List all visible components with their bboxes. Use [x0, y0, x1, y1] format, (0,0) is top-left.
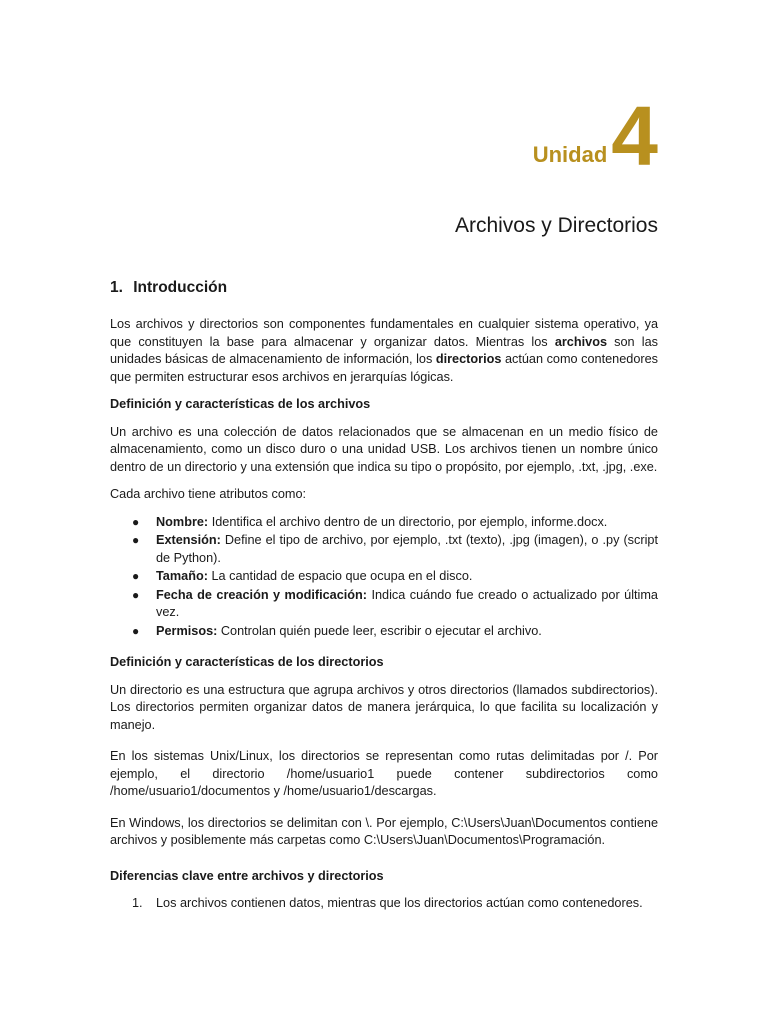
document-body: [110, 276, 658, 913]
bullet-icon: ●: [132, 587, 140, 602]
intro-bold-archivos: archivos: [554, 334, 607, 349]
unit-number: 4: [611, 89, 658, 183]
dirs-definition: Un directorio es una estructura que agrupa archivos y otros directorios (llamados subdirectorios). Los directorios permiten organizar datos de manera jerárquica, lo que facilita su localización y manejo.: [110, 682, 658, 732]
differences-list: [110, 895, 658, 913]
attribute-label: Extensión:: [156, 533, 221, 547]
section-number: 1.: [110, 279, 123, 296]
diffs-subheading: Diferencias clave entre archivos y directorios: [110, 868, 384, 883]
list-item: [132, 532, 658, 567]
list-item: [132, 587, 658, 622]
bullet-icon: ●: [132, 533, 140, 547]
intro-text-1: Los archivos y directorios son componentes fundamentales en cualquier sistema operativo, ya que constituyen la base para almacenar y organizar datos. Mientras los: [110, 317, 658, 349]
files-subheading: Definición y características de los archivos: [110, 397, 371, 411]
list-item: [132, 895, 658, 913]
attribute-text: Controlan quién puede leer, escribir o ejecutar el archivo.: [217, 623, 542, 638]
bullet-icon: ●: [132, 569, 140, 583]
unix-paragraph: En los sistemas Unix/Linux, los directorios se representan como rutas delimitadas por /. Por ejemplo, el directorio /home/usuario1 puede contener subdirectorios como /home/usuario1/documentos y /home/usuario1/descargas.: [110, 749, 658, 798]
attribute-label: Nombre:: [156, 514, 209, 529]
bullet-icon: ●: [132, 623, 140, 638]
attribute-text: Indica cuándo fue creado o actualizado por última vez.: [156, 587, 658, 619]
intro-text-3: actúan como contenedores que permiten estructurar esos archivos en jerarquías lógicas.: [110, 352, 659, 384]
dirs-subheading: Definición y características de los directorios: [110, 655, 384, 669]
list-item: [132, 623, 658, 641]
intro-paragraph: [110, 316, 658, 386]
chapter-title: Archivos y Directorios: [454, 214, 658, 237]
bullet-icon: ●: [132, 514, 140, 529]
attributes-intro: Cada archivo tiene atributos como:: [110, 487, 307, 501]
intro-bold-directorios: directorios: [435, 352, 502, 366]
windows-paragraph: En Windows, los directorios se delimitan con \. Por ejemplo, C:\Users\Juan\Documentos contiene archivos y posiblemente más carpetas como C:\Users\Juan\Documentos\Programación.: [110, 815, 658, 847]
section-heading: [110, 276, 658, 300]
section-title: Introducción: [133, 279, 228, 296]
attribute-text: Identifica el archivo dentro de un directorio, por ejemplo, informe.docx.: [208, 514, 608, 529]
list-number: 1.: [132, 896, 143, 910]
attribute-label: Fecha de creación y modificación:: [156, 587, 368, 602]
list-item: [132, 514, 658, 532]
difference-text: Los archivos contienen datos, mientras que los directorios actúan como contenedores.: [156, 896, 643, 910]
unit-header: [532, 89, 658, 183]
attribute-label: Tamaño:: [156, 569, 208, 583]
attribute-text: Define el tipo de archivo, por ejemplo, .txt (texto), .jpg (imagen), o .py (script de Python).: [156, 533, 658, 565]
list-item: [132, 568, 658, 586]
unit-label: Unidad: [532, 142, 608, 168]
attribute-text: La cantidad de espacio que ocupa en el disco.: [207, 569, 473, 583]
attributes-list: [110, 514, 658, 641]
attribute-label: Permisos:: [156, 623, 218, 638]
intro-text-2: son las unidades básicas de almacenamiento de información, los: [110, 334, 658, 366]
files-definition: Un archivo es una colección de datos relacionados que se almacenan en un medio físico de almacenamiento, como un disco duro o una unidad USB. Los archivos tienen un nombre único dentro de un directorio y una extensión que indica su tipo o propósito, por ejemplo, .txt, .jpg, .exe.: [110, 424, 658, 474]
